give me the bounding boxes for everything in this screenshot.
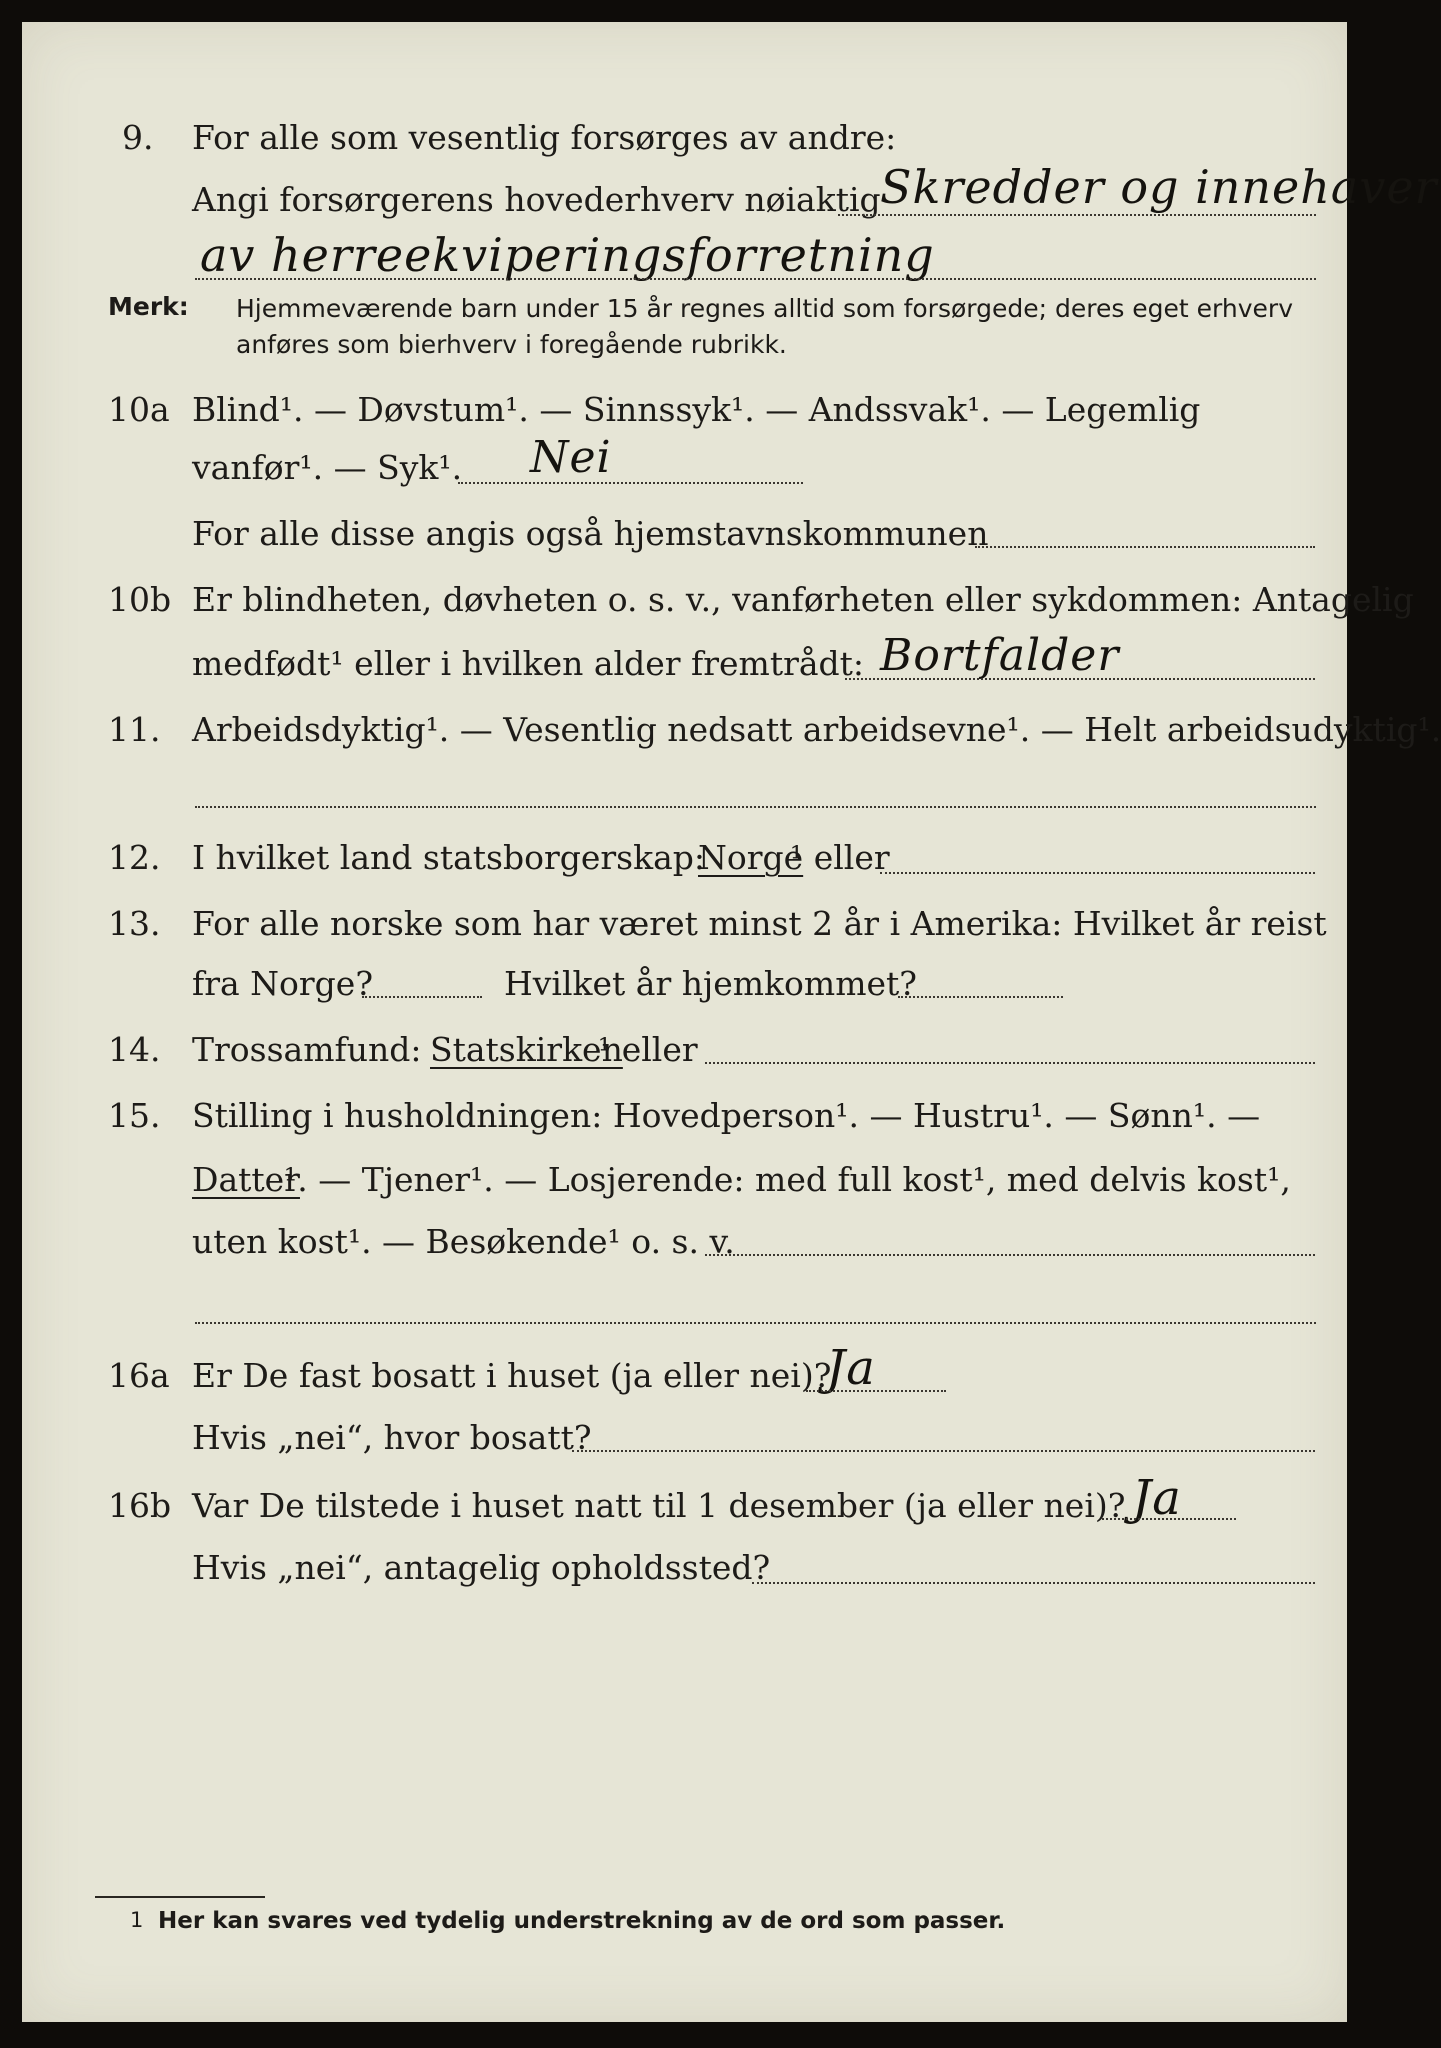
q16a-number: 16a xyxy=(108,1356,170,1395)
footnote-mark: 1 xyxy=(130,1908,144,1932)
q10b-answer-line xyxy=(845,678,1315,680)
q10b-line1: Er blindheten, døvheten o. s. v., vanførheten eller sykdommen: Antagelig xyxy=(192,580,1414,619)
q15-number: 15. xyxy=(108,1096,161,1135)
q14-suffix: ¹ eller xyxy=(598,1030,698,1069)
q16a-line2: Hvis „nei“, hvor bosatt? xyxy=(192,1418,592,1457)
q16a-handwritten-answer: Ja xyxy=(826,1340,876,1396)
q9-number: 9. xyxy=(122,118,154,157)
q10a-handwritten-answer: Nei xyxy=(530,432,612,483)
q16b-answer-line xyxy=(1102,1518,1236,1520)
q16a-line1: Er De fast bosatt i huset (ja eller nei)? xyxy=(192,1356,832,1395)
q11-line1: Arbeidsdyktig¹. — Vesentlig nedsatt arbeidsevne¹. — Helt arbeidsudyktig¹. xyxy=(192,710,1441,749)
merk-line1: Hjemmeværende barn under 15 år regnes alltid som forsørgede; deres eget erhverv xyxy=(236,294,1293,323)
q13-number: 13. xyxy=(108,904,161,943)
q15-line1: Stilling i husholdningen: Hovedperson¹. — Hustru¹. — Sønn¹. — xyxy=(192,1096,1261,1135)
q9-line1: For alle som vesentlig forsørges av andre: xyxy=(192,118,897,157)
q13-line2a: fra Norge? xyxy=(192,964,374,1003)
q15-choice-datter: Datter xyxy=(192,1160,300,1199)
q16b-line2: Hvis „nei“, antagelig opholdssted? xyxy=(192,1548,771,1587)
q10a-line2: vanfør¹. — Syk¹. xyxy=(192,448,463,487)
q16b-line1: Var De tilstede i huset natt til 1 desember (ja eller nei)? xyxy=(192,1486,1126,1525)
q9-answer-line2 xyxy=(195,278,1316,280)
q13-reist-line xyxy=(362,996,482,998)
q14-number: 14. xyxy=(108,1030,161,1069)
q15-line2-rest: ¹. — Tjener¹. — Losjerende: med full kost¹, med delvis kost¹, xyxy=(284,1160,1291,1199)
q14-prefix: Trossamfund: xyxy=(192,1030,422,1069)
q10a-answer-line xyxy=(458,482,803,484)
q15-answer-line2 xyxy=(195,1322,1316,1324)
footnote-rule xyxy=(95,1896,265,1898)
q13-line2b: Hvilket år hjemkommet? xyxy=(504,964,917,1003)
q10a-number: 10a xyxy=(108,390,170,429)
merk-line2: anføres som bierhverv i foregående rubrikk. xyxy=(236,330,787,359)
q9-handwritten-answer2: av herreekviperingsforretning xyxy=(200,228,935,282)
q11-answer-line xyxy=(195,806,1316,808)
q12-choice-norge: Norge xyxy=(698,838,804,877)
q12-suffix: ¹ eller xyxy=(790,838,890,877)
merk-label: Merk: xyxy=(108,292,189,321)
q16b-opholdssted-line xyxy=(752,1582,1315,1584)
q12-number: 12. xyxy=(108,838,161,877)
q10a-line1: Blind¹. — Døvstum¹. — Sinnssyk¹. — Andssvak¹. — Legemlig xyxy=(192,390,1201,429)
q16a-answer-line xyxy=(806,1390,946,1392)
q10b-handwritten-answer: Bortfalder xyxy=(880,630,1120,681)
q16a-bosatt-line xyxy=(572,1450,1315,1452)
q13-line1: For alle norske som har været minst 2 år i Amerika: Hvilket år reist xyxy=(192,904,1327,943)
q10a-kommune-line xyxy=(975,546,1315,548)
footnote-text: Her kan svares ved tydelig understrekning av de ord som passer. xyxy=(158,1908,1006,1934)
q12-answer-line xyxy=(880,872,1315,874)
q15-line3: uten kost¹. — Besøkende¹ o. s. v. xyxy=(192,1222,735,1261)
q10a-line3: For alle disse angis også hjemstavnskommunen xyxy=(192,514,989,553)
q9-answer-line1 xyxy=(838,214,1316,216)
q16b-handwritten-answer: Ja xyxy=(1132,1470,1182,1526)
q12-prefix: I hvilket land statsborgerskap: xyxy=(192,838,706,877)
q11-number: 11. xyxy=(108,710,161,749)
q10b-line2: medfødt¹ eller i hvilken alder fremtrådt: xyxy=(192,644,865,683)
q16b-number: 16b xyxy=(108,1486,172,1525)
q14-answer-line xyxy=(705,1062,1315,1064)
q9-line2: Angi forsørgerens hovederhverv nøiaktig xyxy=(192,180,881,219)
q10b-number: 10b xyxy=(108,580,172,619)
q9-handwritten-answer1: Skredder og innehaver xyxy=(880,160,1438,214)
q13-hjemkommet-line xyxy=(898,996,1063,998)
q14-choice-statskirken: Statskirken xyxy=(430,1030,623,1069)
q15-answer-line1 xyxy=(705,1254,1315,1256)
